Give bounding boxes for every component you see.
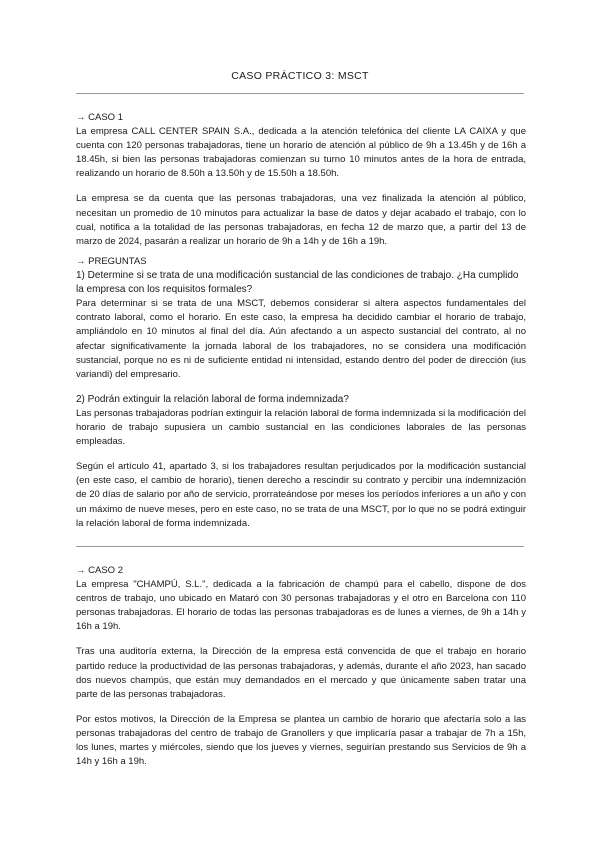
divider bbox=[76, 546, 524, 547]
divider bbox=[76, 93, 524, 94]
caso2-section bbox=[76, 564, 526, 769]
preguntas-heading: → PREGUNTAS bbox=[76, 256, 147, 267]
question-1: 1) Determine si se trata de una modificación sustancial de las condiciones de trabajo. ¿Ha cumplido la empresa con los requisitos formales? bbox=[76, 270, 519, 296]
caso2-heading: → CASO 2 bbox=[76, 565, 123, 576]
caso1-paragraph-1: La empresa CALL CENTER SPAIN S.A., dedicada a la atención telefónica del cliente LA CAIXA y que cuenta con 120 personas trabajadoras, tiene un horario de atención al público de 9h a 13.45h y de 16h a 18.45h, si bien las personas trabajadoras comienzan su turno 10 minutos antes de la hora de entrada, realizando un horario de 8.50h a 13.50h y de 15.50h a 18.50h. bbox=[76, 126, 526, 180]
caso1-paragraph-2: La empresa se da cuenta que las personas trabajadoras, una vez finalizada la atención al público, necesitan un promedio de 10 minutos para actualizar la base de datos y dejar acabado el trabajo, con lo cual, notifica a la totalidad de las personas trabajadoras, en fecha 12 de marzo que, a partir del 13 de marzo de 2024, pasarán a realizar un horario de 9h a 14h y de 16h a 19h. bbox=[76, 193, 526, 247]
question-2: 2) Podrán extinguir la relación laboral de forma indemnizada? bbox=[76, 393, 349, 405]
answer-2b: Según el artículo 41, apartado 3, si los trabajadores resultan perjudicados por la modificación sustancial (en este caso, el cambio de horario), tienen derecho a rescindir su contrato y percibir una indemnización de 20 días de salario por año de servicio, prorrateándose por meses los períodos inferiores a un año y con un máximo de nueve meses, pero en este caso, no se trata de una MSCT, por lo que no se podrá extinguir la relación laboral de forma indemnizada. bbox=[76, 461, 526, 529]
caso2-paragraph-3: Por estos motivos, la Dirección de la Empresa se plantea un cambio de horario que afectaría solo a las personas trabajadoras del centro de trabajo de Granollers y que implicaría pasar a trabajar de 7h a 15h, los lunes, martes y miércoles, siendo que los jueves y viernes, seguirían prestando sus Servicios de 9h a 14h y 16h a 19h. bbox=[76, 713, 526, 768]
caso1-heading: → CASO 1 bbox=[76, 112, 123, 123]
caso1-section bbox=[76, 111, 526, 249]
answer-1: Para determinar si se trata de una MSCT, debemos considerar si altera aspectos fundamentales del contrato laboral, como el horario. En este caso, la empresa ha decidido cambiar el horario de trabajo, ampliándolo en 10 minutos al final del día. Aún afectando a un aspecto sustancial del contrato, al no afectar significativamente la jornada laboral de los trabajadores, no se considera una modificación sustancial, porque no es ni de suficiente entidad ni intensidad, estando dentro del poder de dirección (ius variandi) del empresario. bbox=[76, 298, 526, 380]
preguntas-section bbox=[76, 255, 526, 531]
caso2-paragraph-1: La empresa "CHAMPÚ, S.L.", dedicada a la fabricación de champú para el cabello, dispone de dos centros de trabajo, uno ubicado en Mataró con 30 personas trabajadoras y el otro en Barcelona con 110 personas trabajadoras. El horario de todas las personas trabajadoras es de lunes a viernes, de 9h a 14h y 16h a 19h. bbox=[76, 579, 526, 633]
caso2-paragraph-2: Tras una auditoría externa, la Dirección de la empresa está convencida de que el trabajo en horario partido reduce la productividad de las personas trabajadoras, y además, durante el año 2023, han sacado dos nuevos champús, que están muy demandados en el mercado y que únicamente saben tratar una parte de las personas trabajadoras. bbox=[76, 646, 526, 700]
answer-2a: Las personas trabajadoras podrían extinguir la relación laboral de forma indemnizada si la modificación del horario de trabajo supusiera un cambio sustancial en las condiciones laborales de las personas empleadas. bbox=[76, 407, 526, 448]
document-title: CASO PRÁCTICO 3: MSCT bbox=[231, 70, 369, 82]
